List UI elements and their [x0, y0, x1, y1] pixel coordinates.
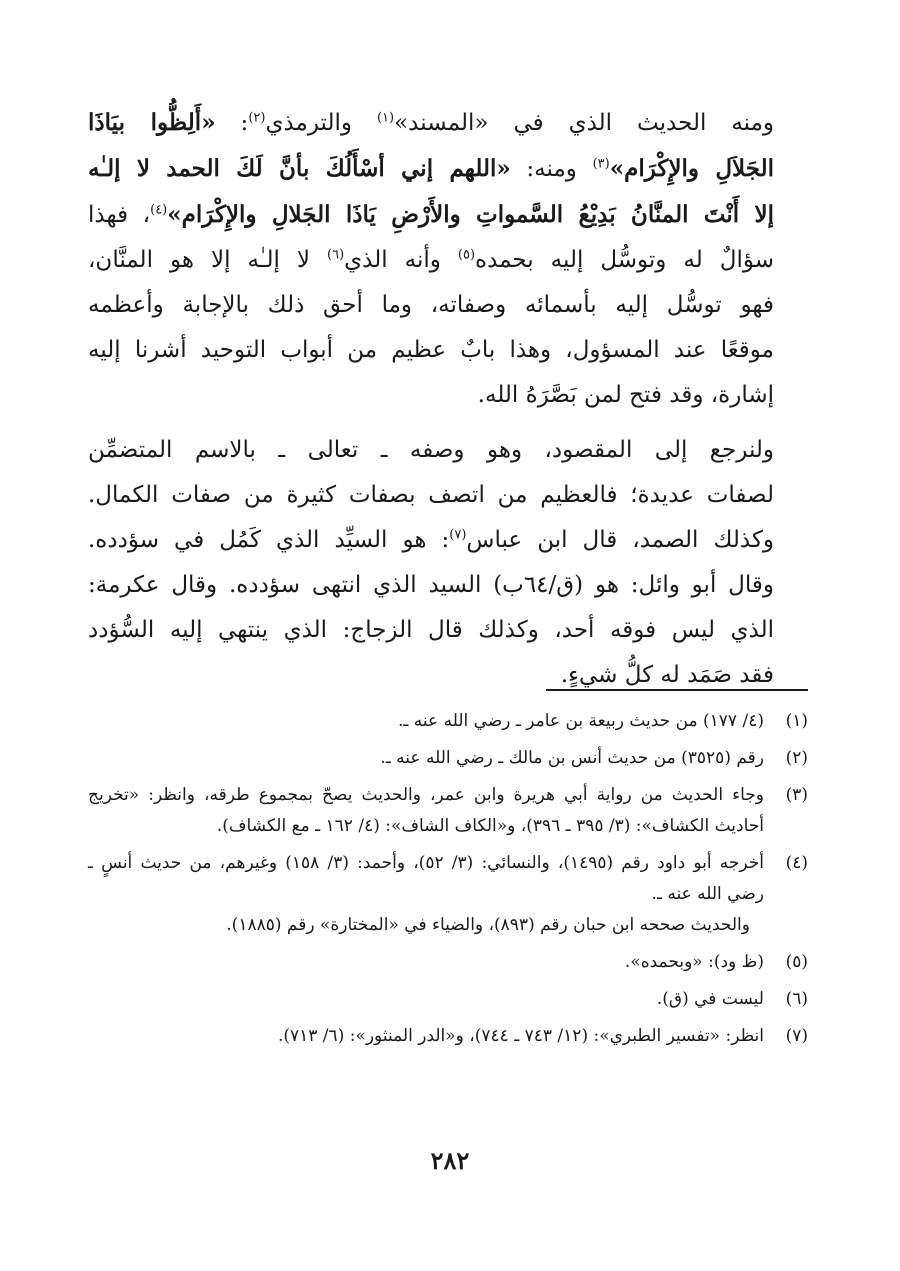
- footnote-ref: (٧): [449, 527, 467, 543]
- footnote-continuation: والحديث صححه ابن حبان رقم (٨٩٣)، والضياء في «المختارة» رقم (١٨٨٥).: [226, 915, 750, 935]
- footnote-item: [88, 984, 808, 1015]
- footnote-item: [88, 947, 808, 978]
- main-text: [88, 100, 808, 698]
- text-line: ولنرجع إلى المقصود، وهو وصفه ـ تعالى ـ بالاسم المتضمِّن: [88, 437, 774, 463]
- text-line: الجَلاَلِ والإِكْرَام»$^{(٣)}$ ومنه: «اللهم إني أسْأَلُكَ بأنَّ لَكَ الحمد لا إلـٰه: [88, 155, 775, 182]
- text-line: الذي ليس فوقه أحد، وكذلك قال الزجاج: الذي ينتهي إليه السُّؤدد: [88, 617, 774, 643]
- footnote-ref: (٦): [327, 247, 345, 263]
- hadith-quote: «اللهم إني أسْأَلُكَ بأنَّ لَكَ الحمد لا إلـٰه: [88, 155, 511, 182]
- footnote-ref: (١): [376, 110, 395, 126]
- text-line: إشارة، وقد فتح لمن بَصَّرَهُ الله.: [477, 382, 774, 408]
- text-line: وكذلك الصمد، قال ابن عباس$^{(٧)}$: هو السيِّد الذي كَمُل في سؤدده.: [88, 527, 775, 553]
- footnote-separator: [546, 689, 808, 691]
- footnote-text: أخرجه أبو داود رقم (١٤٩٥)، والنسائي: (٣/ ٥٢)، وأحمد: (٣/ ١٥٨) وغيرهم، من حديث أنسٍ ـ رضي الله عنه ـ. والحديث صححه ابن حبان رقم (٨٩٣)، والضياء في «المختارة» رقم (١٨٨٥).: [88, 848, 764, 941]
- text-line: ومنه الحديث الذي في «المسند»$^{(١)}$ والترمذي$^{(٢)}$: «أَلِظُّوا بيَاذَا: [88, 109, 775, 136]
- text-line: وقال أبو وائل: هو (ق/٦٤ب) السيد الذي انتهى سؤدده. وقال عكرمة:: [88, 572, 774, 598]
- footnote-item: [88, 848, 808, 941]
- footnote-text: وجاء الحديث من رواية أبي هريرة وابن عمر، والحديث يصحّ بمجموع طرقه، وانظر: «تخريج أحاديث الكشاف»: (٣/ ٣٩٥ ـ ٣٩٦)، و«الكاف الشاف»: (٤/ ١٦٢ ـ مع الكشاف).: [88, 785, 764, 836]
- footnote-number: (٢): [785, 748, 808, 768]
- footnote-number: (٦): [785, 989, 808, 1009]
- footnote-number: (٤): [785, 853, 808, 873]
- hadith-quote: الجَلاَلِ والإِكْرَام»: [609, 155, 775, 182]
- footnote-text: رقم (٣٥٢٥) من حديث أنس بن مالك ـ رضي الله عنه ـ.: [380, 748, 764, 768]
- text-line: سؤالٌ له وتوسُّل إليه بحمده$^{(٥)}$ وأنه الذي$^{(٦)}$ لا إلـٰه إلا هو المنَّان،: [88, 247, 774, 273]
- page-number: ٢٨٢: [430, 1146, 470, 1175]
- footnote-number: (٣): [785, 785, 808, 805]
- footnote-ref: (٢): [248, 110, 266, 126]
- footnote-text: ليست في (ق).: [656, 989, 764, 1009]
- text-line: إلا أَنْتَ المنَّانُ بَدِيْعُ السَّمواتِ والأَرْضِ يَاذَا الجَلالِ والإِكْرَام»$^{(٤)}$، فهذا: [88, 201, 774, 228]
- paragraph-1: [88, 100, 808, 418]
- footnote-text: انظر: «تفسير الطبري»: (١٢/ ٧٤٣ ـ ٧٤٤)، و«الدر المنثور»: (٦/ ٧١٣).: [277, 1026, 764, 1046]
- text-line: موقعًا عند المسؤول، وهذا بابٌ عظيم من أبواب التوحيد أشرنا إليه: [88, 337, 774, 363]
- footnote-item: [88, 1021, 808, 1052]
- hadith-quote: إلا أَنْتَ المنَّانُ بَدِيْعُ السَّمواتِ والأَرْضِ يَاذَا الجَلالِ والإِكْرَام»: [167, 201, 774, 228]
- footnote-number: (١): [785, 711, 808, 731]
- text-line: فهو توسُّل إليه بأسمائه وصفاته، وما أحق ذلك بالإجابة وأعظمه: [88, 292, 774, 318]
- footnote-ref: (٥): [457, 247, 476, 263]
- footnote-text: (ظ ود): «وبحمده».: [624, 952, 764, 972]
- footnote-item: [88, 743, 808, 774]
- footnote-ref: (٣): [592, 156, 610, 172]
- footnote-item: [88, 780, 808, 842]
- footnote-ref: (٤): [150, 202, 168, 218]
- footnote-item: [88, 706, 808, 737]
- hadith-quote: «أَلِظُّوا بيَاذَا: [88, 109, 216, 136]
- text-line: لصفات عديدة؛ فالعظيم من اتصف بصفات كثيرة من صفات الكمال.: [88, 482, 774, 508]
- footnote-number: (٥): [785, 952, 808, 972]
- footnotes: [88, 706, 808, 1058]
- footnote-number: (٧): [785, 1026, 808, 1046]
- footnote-text: (٤/ ١٧٧) من حديث ربيعة بن عامر ـ رضي الله عنه ـ.: [398, 711, 764, 731]
- paragraph-2: [88, 428, 808, 698]
- text-line: فقد صَمَد له كلُّ شيءٍ.: [560, 662, 774, 688]
